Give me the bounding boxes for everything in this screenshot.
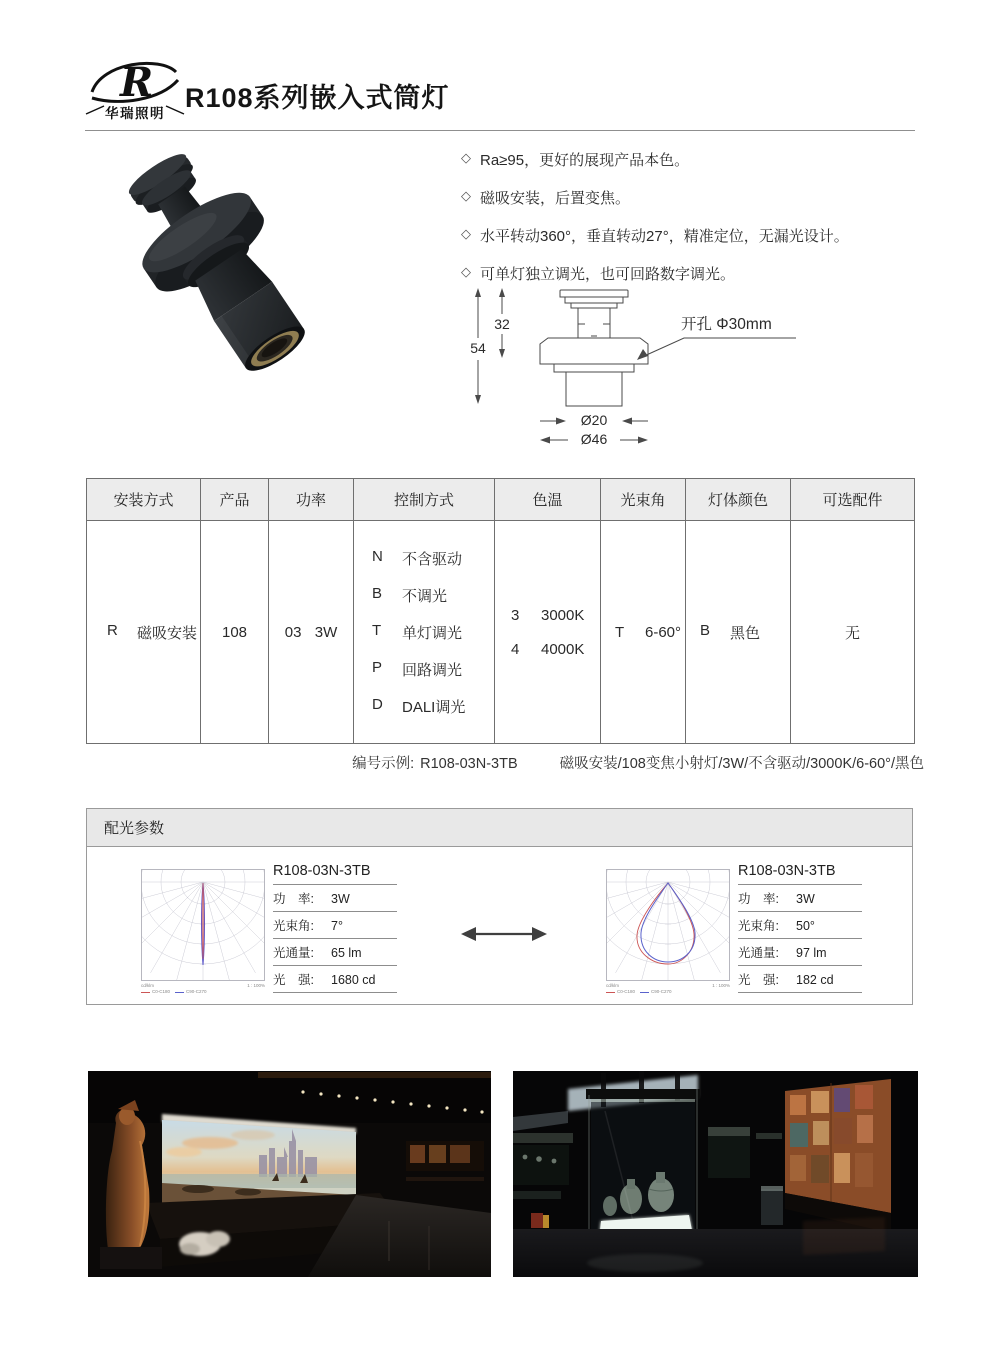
control-option: B 不调光 [372, 584, 448, 605]
spec-label: 光 强: [273, 973, 314, 987]
control-option: P 回路调光 [372, 658, 463, 679]
col-header-color: 灯体颜色 [686, 479, 791, 521]
photometry-card-wide [738, 863, 862, 993]
legend-red: C0-C180 [152, 989, 171, 994]
blue-curve-swatch [640, 992, 649, 993]
cell-accessory [791, 521, 914, 743]
diamond-bullet-icon: ◇ [461, 150, 471, 165]
spec-table [86, 478, 915, 744]
feature-text: 水平转动360°，垂直转动27°，精准定位，无漏光设计。 [480, 228, 849, 245]
legend-blue: C90-C270 [186, 989, 207, 994]
power-label: 3W [314, 623, 338, 641]
red-curve-swatch [606, 992, 615, 993]
cct-option: 4 4000K [511, 640, 585, 658]
application-photo-museum-diorama [88, 1071, 491, 1277]
dimension-drawing [444, 282, 839, 458]
color-code: B [700, 621, 711, 639]
feature-item [461, 225, 931, 246]
feature-text: 磁吸安装，后置变焦。 [480, 190, 631, 207]
spec-label: 光通量: [273, 946, 314, 960]
product-code: 108 [221, 623, 248, 641]
cell-cct [495, 521, 601, 743]
col-header-cct: 色温 [495, 479, 601, 521]
col-header-accessory: 可选配件 [791, 479, 914, 521]
legend-scale: 1 : 100% [247, 983, 265, 988]
feature-list [461, 149, 931, 301]
blue-curve-swatch [175, 992, 184, 993]
spec-label: 光束角: [273, 919, 314, 933]
photometry-card-narrow [273, 863, 397, 993]
spec-label: 功 率: [738, 892, 779, 906]
dim-upper-label: 32 [494, 316, 510, 332]
photometry-section-title: 配光参数 [87, 809, 912, 847]
order-example-label: 编号示例: [352, 756, 415, 772]
order-example-code: R108-03N-3TB [420, 756, 518, 772]
application-photo-museum-gallery [513, 1071, 918, 1277]
color-label: 黑色 [730, 624, 761, 642]
accessory-value: 无 [844, 624, 860, 642]
model-code: R108-03N-3TB [738, 863, 862, 885]
cell-mount [87, 521, 201, 743]
control-option: D DALI调光 [372, 695, 466, 716]
dim-inner-label: Ø20 [580, 412, 608, 428]
cell-product [201, 521, 269, 743]
dim-outer-label: Ø46 [580, 431, 608, 447]
cutout-label: 开孔 Φ30mm [681, 316, 772, 333]
diamond-bullet-icon: ◇ [461, 188, 471, 203]
cell-control [354, 521, 495, 743]
polar-legend [141, 983, 265, 995]
spec-label: 光束角: [738, 919, 779, 933]
col-header-mount: 安装方式 [87, 479, 201, 521]
spec-table-header-row [87, 479, 914, 521]
legend-scale: 1 : 100% [712, 983, 730, 988]
spec-value: 7° [331, 919, 343, 933]
col-header-control: 控制方式 [354, 479, 495, 521]
diamond-bullet-icon: ◇ [461, 226, 471, 241]
cell-power [269, 521, 354, 743]
logo-mark: R [120, 59, 154, 106]
spec-value: 3W [796, 892, 815, 906]
photometry-body [87, 847, 912, 1005]
legend-red: C0-C180 [617, 989, 636, 994]
order-example [86, 752, 924, 773]
spec-value: 50° [796, 919, 815, 933]
photometry-panel [86, 808, 913, 1005]
page-title: R108系列嵌入式筒灯 [185, 83, 450, 113]
power-code: 03 [284, 623, 302, 641]
mount-label: 磁吸安装 [137, 624, 198, 642]
logo-name: 华瑞照明 [105, 106, 165, 121]
cct-option: 3 3000K [511, 606, 585, 624]
feature-text: Ra≥95，更好的展现产品本色。 [480, 152, 690, 169]
zoom-range-arrow-icon [459, 923, 549, 945]
spec-value: 3W [331, 892, 350, 906]
red-curve-swatch [141, 992, 150, 993]
mount-code: R [107, 621, 118, 639]
order-example-description: 磁吸安装/108变焦小射灯/3W/不含驱动/3000K/6-60°/黑色 [559, 756, 924, 772]
spec-value: 97 lm [796, 946, 827, 960]
cell-body-color [686, 521, 791, 743]
control-option: T 单灯调光 [372, 621, 463, 642]
beam-label: 6-60° [645, 623, 682, 641]
feature-item [461, 187, 931, 208]
col-header-product: 产品 [201, 479, 269, 521]
dim-total-label: 54 [470, 340, 486, 356]
spec-table-body-row [87, 521, 914, 743]
polar-diagram-narrow [141, 869, 265, 981]
feature-item [461, 263, 931, 284]
feature-item [461, 149, 931, 170]
legend-unit: cd/klm [141, 983, 155, 988]
spec-label: 光 强: [738, 973, 779, 987]
header-divider [85, 130, 915, 131]
beam-code: T [615, 623, 625, 641]
col-header-power: 功率 [269, 479, 354, 521]
spec-value: 182 cd [796, 973, 834, 987]
col-header-beam: 光束角 [601, 479, 686, 521]
diamond-bullet-icon: ◇ [461, 264, 471, 279]
control-option: N 不含驱动 [372, 547, 463, 568]
brand-logo [84, 54, 186, 124]
legend-unit: cd/klm [606, 983, 620, 988]
spec-label: 光通量: [738, 946, 779, 960]
spec-value: 1680 cd [331, 973, 376, 987]
polar-diagram-wide [606, 869, 730, 981]
model-code: R108-03N-3TB [273, 863, 397, 885]
spec-label: 功 率: [273, 892, 314, 906]
cell-beam [601, 521, 686, 743]
spec-value: 65 lm [331, 946, 362, 960]
feature-text: 可单灯独立调光，也可回路数字调光。 [480, 266, 736, 283]
polar-legend [606, 983, 730, 995]
product-photo [66, 143, 406, 428]
legend-blue: C90-C270 [651, 989, 672, 994]
